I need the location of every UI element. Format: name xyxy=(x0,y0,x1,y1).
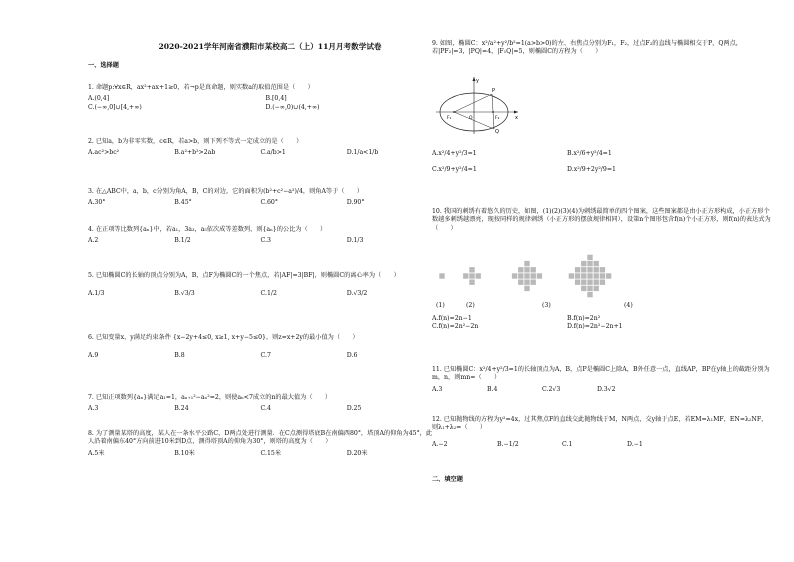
question-11: 11. 已知椭圆C：x²/4+y²/3=1的长轴顶点为A，B，点P是椭圆C上除A，B外任意一点，直线AP，BP在y轴上的截距分别为m，n，则mn=（ ） A.3 B.4 C.2√3 D.3√2 xyxy=(432,366,770,393)
q10-options xyxy=(432,315,692,332)
q11-option-a: A.3 xyxy=(432,385,443,393)
line-f1p xyxy=(454,94,492,112)
pattern-square xyxy=(575,267,580,272)
pattern-label-1: (1) xyxy=(436,302,445,309)
q4-option-c: C.3 xyxy=(260,237,271,245)
q6-option-d: D.6 xyxy=(346,352,358,360)
pattern-square xyxy=(594,286,599,291)
q9-option-d: D.x²/9+2y²/9=1 xyxy=(567,166,616,174)
q8-option-c: C.15米 xyxy=(260,449,282,457)
q5-option-b: B.√3/3 xyxy=(174,290,195,298)
q9-option-a: A.x²/4+y²/3=1 xyxy=(432,150,477,157)
ellipse-figure xyxy=(432,74,522,136)
q5-option-d: D.√3/2 xyxy=(346,290,368,298)
pattern-group xyxy=(439,255,611,298)
q9-option-b: B.x²/6+y²/4=1 xyxy=(567,150,612,157)
question-6: 6. 已知变量x，y满足约束条件 {x−2y+4≤0, x≥1, x+y−5≤0}，则z=x+2y的最小值为（ ） A.9 B.8 C.7 D.6 xyxy=(88,334,433,361)
q7-option-c: C.4 xyxy=(260,405,271,413)
pattern-square xyxy=(600,267,605,272)
pattern-square xyxy=(476,273,481,278)
pattern-square xyxy=(531,273,536,278)
pattern-square xyxy=(581,267,586,272)
pattern-square xyxy=(531,267,536,272)
question-3: 3. 在△ABC中，a，b，c分别为角A，B，C的对边，它的面积为(b²+c²−a²)/4，则角A等于（ ） A.30° B.45° C.60° D.90° xyxy=(88,188,433,208)
focus-f1-label: F₁ xyxy=(447,116,452,121)
q3-option-a: A.30° xyxy=(88,199,106,207)
focus-f2 xyxy=(492,111,494,113)
pattern-square xyxy=(587,273,592,278)
pattern-square xyxy=(512,273,517,278)
q4-option-b: B.1/2 xyxy=(174,237,191,245)
question-9: 9. 如图，椭圆C：x²/a²+y²/b²=1(a>b>0)的左、右焦点分别为F₁，F₂，过点F₂的直线与椭圆相交于P，Q两点，若|PF₂|=3，|PQ|=4，|F₁Q|=5，则椭圆C的方程为（ ） xyxy=(432,40,742,56)
pattern-square xyxy=(581,280,586,285)
focus-f1 xyxy=(453,111,455,113)
q5-option-a: A.1/3 xyxy=(88,290,105,298)
pattern-square xyxy=(524,273,529,278)
pattern-square xyxy=(587,267,592,272)
pattern-square xyxy=(569,273,574,278)
pattern-square xyxy=(594,261,599,266)
pattern-square xyxy=(600,273,605,278)
pattern-square xyxy=(587,261,592,266)
question-5: 5. 已知椭圆C的长轴的顶点分别为A，B，点F为椭圆C的一个焦点，若|AF|=3|BF|，则椭圆C的离心率为（ ） A.1/3 B.√3/3 C.1/2 D.√3/2 xyxy=(88,272,433,299)
x-axis-label: x xyxy=(515,115,518,121)
question-7: 7. 已知正项数列{aₙ}满足a₁=1，aₙ₊₁²−aₙ²=2，则使aₙ<7成立的n的最大值为（ ） A.3 B.24 C.4 D.25 xyxy=(88,394,433,414)
pattern-square xyxy=(463,273,468,278)
q6-option-b: B.8 xyxy=(174,352,185,360)
q10-option-d: D.f(n)=2n²−2n+1 xyxy=(567,323,623,331)
q3-option-d: D.90° xyxy=(346,199,365,207)
pattern-square xyxy=(575,273,580,278)
question-10: 10. 我国的刺绣有着悠久的历史，如图，(1)(2)(3)(4)为刺绣最简单的四个图案，这些图案都是由小正方形构成，小正方形个数越多刺绣越漂亮，现按同样的规律刺绣（小正方形的摆放规律相同），设第n个图形包含f(n)个小正方形，则f(n)的表达式为（ ） xyxy=(432,208,771,232)
pattern-label-4: (4) xyxy=(624,302,633,309)
pattern-square xyxy=(524,267,529,272)
section-choice-heading: 一、选择题 xyxy=(88,62,119,69)
focus-f2-label: F₂ xyxy=(495,116,500,121)
q10-option-a: A.f(n)=2n−1 xyxy=(432,315,472,322)
x-axis-arrow xyxy=(514,111,518,114)
pattern-square xyxy=(575,280,580,285)
q12-option-a: A.−2 xyxy=(432,440,448,448)
pattern-square xyxy=(518,280,523,285)
q1-option-d: D.(−∞,0)∪(4,+∞) xyxy=(265,103,320,111)
q2-option-b: B.a²+b²>2ab xyxy=(174,149,216,157)
q9-options xyxy=(432,150,692,175)
question-1: 1. 命题p:∀x∈R，ax²+ax+1≥0，若¬p是真命题，则实数a的取值范围是（ ） A.(0,4] B.[0,4] C.(−∞,0]∪[4,+∞) D.(−∞,0)∪(4,+∞) xyxy=(88,84,433,112)
question-12: 12. 已知抛物线的方程为y²=4x，过其焦点F的直线交此抛物线于M，N两点，交y轴于点E，若EM=λ₁MF，EN=λ₂NF，则λ₁+λ₂=（ ） A.−2 B.−1/2 C.1 D.−1 xyxy=(432,416,768,448)
q8-option-d: D.20米 xyxy=(346,449,368,457)
pattern-square xyxy=(587,280,592,285)
pattern-label-2: (2) xyxy=(466,302,475,309)
q7-option-d: D.25 xyxy=(346,405,362,413)
q9-option-c: C.x²/9+y²/4=1 xyxy=(432,166,477,174)
question-4: 4. 在正项等比数列{aₙ}中，若a₁，3a₃，a₅依次成等差数列，则{aₙ}的公比为（ ） A.2 B.1/2 C.3 D.1/3 xyxy=(88,226,433,246)
pattern-square xyxy=(600,280,605,285)
q11-option-c: C.2√3 xyxy=(542,385,561,393)
question-8: 8. 为了测量某塔的高度，某人在一条水平公路C，D两点处进行测量．在C点测得塔底B在南偏西80°，塔顶A的仰角为45°，此人沿着南偏东40°方向前进10米到D点，测得塔顶A的仰角为30°，则塔的高度为（ ） A.5米 B.10米 C.15米 D.20米 xyxy=(88,430,433,457)
q3-option-c: C.60° xyxy=(260,199,278,207)
q3-option-b: B.45° xyxy=(174,199,192,207)
pattern-square xyxy=(581,286,586,291)
pattern-square xyxy=(594,280,599,285)
pattern-square xyxy=(518,273,523,278)
q12-option-b: B.−1/2 xyxy=(497,440,519,448)
q10-option-c: C.f(n)=2n²−2n xyxy=(432,323,479,331)
q7-option-a: A.3 xyxy=(88,405,99,413)
q6-option-a: A.9 xyxy=(88,352,99,360)
q2-option-a: A.ac²>bc² xyxy=(88,149,120,157)
q10-option-b: B.f(n)=2n² xyxy=(567,315,601,322)
pattern-square xyxy=(524,280,529,285)
pattern-square xyxy=(524,261,529,266)
q8-option-b: B.10米 xyxy=(174,449,195,457)
q4-option-a: A.2 xyxy=(88,237,99,245)
pattern-square xyxy=(524,286,529,291)
pattern-square xyxy=(537,273,542,278)
page-title: 2020-2021学年河南省濮阳市某校高二（上）11月月考数学试卷 xyxy=(158,42,382,51)
q8-option-a: A.5米 xyxy=(88,449,105,457)
pattern-label-3: (3) xyxy=(542,302,551,309)
section-fill-heading: 二、填空题 xyxy=(432,476,463,483)
q12-option-d: D.−1 xyxy=(627,440,643,448)
pattern-square xyxy=(581,273,586,278)
pattern-square xyxy=(587,286,592,291)
q7-option-b: B.24 xyxy=(174,405,189,413)
pattern-square xyxy=(518,267,523,272)
question-2: 2. 已知a，b为非零实数，c∈R，若a>b，则下列不等式一定成立的是（ ） A.ac²>bc² B.a²+b²>2ab C.a/b>1 D.1/a<1/b xyxy=(88,138,433,158)
point-q-label: Q xyxy=(495,129,499,135)
pattern-square xyxy=(594,273,599,278)
pattern-square xyxy=(587,255,592,260)
q11-option-b: B.4 xyxy=(487,385,498,393)
point-p-label: P xyxy=(492,88,496,94)
q2-option-d: D.1/a<1/b xyxy=(346,149,379,157)
q1-option-c: C.(−∞,0]∪[4,+∞) xyxy=(88,103,142,111)
pattern-square xyxy=(469,280,474,285)
q11-option-d: D.3√2 xyxy=(597,385,616,393)
q1-option-b: B.[0,4] xyxy=(265,95,287,103)
pattern-square xyxy=(581,261,586,266)
pattern-labels xyxy=(436,302,636,310)
q5-option-c: C.1/2 xyxy=(260,290,277,298)
pattern-square xyxy=(531,280,536,285)
embroidery-patterns xyxy=(432,248,632,310)
y-axis-label: y xyxy=(476,78,479,84)
pattern-square xyxy=(439,273,444,278)
q1-option-a: A.(0,4] xyxy=(88,95,110,103)
pattern-square xyxy=(469,267,474,272)
origin-label: O xyxy=(469,116,473,121)
q2-option-c: C.a/b>1 xyxy=(260,149,286,157)
pattern-square xyxy=(587,292,592,297)
pattern-square xyxy=(469,273,474,278)
q12-option-c: C.1 xyxy=(562,440,573,448)
q4-option-d: D.1/3 xyxy=(346,237,364,245)
pattern-square xyxy=(594,267,599,272)
pattern-square xyxy=(606,273,611,278)
q6-option-c: C.7 xyxy=(260,352,271,360)
